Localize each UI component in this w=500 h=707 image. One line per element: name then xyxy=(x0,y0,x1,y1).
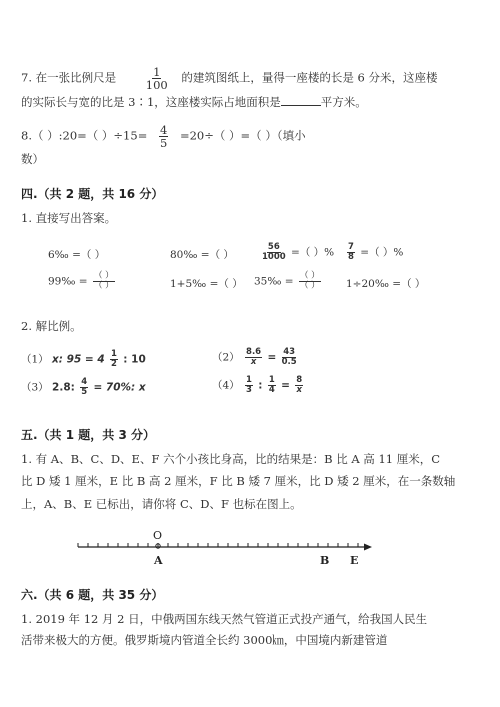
q4-1-r2c2: 1+5‰ =（ ） xyxy=(170,278,243,290)
section-5-title: 五.（共 1 题，共 3 分） xyxy=(21,428,155,442)
q4-2-p4: （4） $\frac{1}{3}$ : $\frac{1}{4}$ = $\frac{8}{x}$ xyxy=(212,375,303,395)
q4-1-r1c4-fraction xyxy=(347,243,355,262)
q4-2-p1-numerator: 1 xyxy=(111,349,117,359)
q8-fraction-denominator: 5 xyxy=(160,136,168,151)
q4-1-r2c1-head: 99‰ = xyxy=(48,275,88,288)
number-line-origin-label: O xyxy=(153,529,163,542)
number-line-label-e: E xyxy=(350,554,359,567)
q4-2-p3-tail: = 70%: x xyxy=(93,381,146,394)
q4-2-p3-denominator: 5 xyxy=(81,386,88,397)
q8-line1 xyxy=(21,124,306,149)
q4-2-p4-label: （4） xyxy=(212,379,240,392)
q4-1-r2c1-numerator: （ ） xyxy=(93,271,114,281)
q5-1-line1: 1. 有 A、B、C、D、E、F 六个小孩比身高，比的结果是：B 比 A 高 11 厘米，C xyxy=(21,452,441,466)
q8-line2: 数） xyxy=(21,152,44,166)
q4-2-p4-fraction-3 xyxy=(295,376,303,395)
q8-fraction-numerator: 4 xyxy=(160,123,168,137)
q4-1-r1c4-denominator: 8 xyxy=(348,251,354,262)
q4-1-r1c2: 80‰ =（ ） xyxy=(170,249,234,261)
q4-2-p2-denominator-1: x xyxy=(250,356,257,367)
q8-text-b: =20÷（ ）=（ ）（填小 xyxy=(179,128,306,143)
q4-1-r1c3-denominator: 1000 xyxy=(262,251,286,262)
q7-line1 xyxy=(21,66,438,91)
q4-1-r1c4 xyxy=(345,243,403,262)
q4-1-r1c4-tail: =（ ）% xyxy=(360,246,404,259)
q4-2-p3-fraction xyxy=(80,378,88,397)
q4-1-r1c3-fraction xyxy=(262,243,286,262)
q4-2-p1-label: （1） xyxy=(21,353,49,366)
q4-2-p4-numerator-3: 8 xyxy=(296,375,303,385)
q4-2-p4-denominator-3: x xyxy=(296,384,302,395)
q4-1-r2c1-fraction xyxy=(93,272,115,291)
q4-2-p1-expr: x: 95 = 4 xyxy=(52,353,105,366)
section-4-title: 四.（共 2 题，共 16 分） xyxy=(21,187,164,201)
q5-1-line3: 上，A、B、E 已标出，请你将 C、D、F 也标在图上。 xyxy=(21,497,302,511)
q4-2-p4-numerator-2: 1 xyxy=(268,375,275,385)
q4-2-p2-fraction-2 xyxy=(282,348,297,367)
q4-1-r2c3-fraction xyxy=(299,272,321,291)
q4-2-p1-fraction xyxy=(110,350,118,369)
q7-answer-blank[interactable] xyxy=(281,94,321,106)
q4-2-p4-fraction-2 xyxy=(268,376,276,395)
q4-2-title: 2. 解比例。 xyxy=(21,319,82,333)
q7-line2 xyxy=(21,94,367,110)
q4-2-p3-numerator: 4 xyxy=(81,377,88,387)
q4-2-p3 xyxy=(21,378,146,397)
q4-2-p2-label: （2） xyxy=(212,351,240,364)
q4-2-p4-denominator-2: 4 xyxy=(268,384,275,395)
q4-1-r2c4: 1÷20‰ =（ ） xyxy=(346,278,426,290)
q4-1-r1c3 xyxy=(260,243,334,262)
number-line-label-b: B xyxy=(320,554,330,567)
q7-scale-fraction xyxy=(146,66,168,91)
q4-2-p2-numerator-2: 43 xyxy=(283,347,296,357)
q8-text-a: 8.（ ）:20=（ ）÷15= xyxy=(21,128,148,143)
q6-1-line2: 活带来极大的方便。俄罗斯境内管道全长约 3000㎞，中国境内新建管道 xyxy=(21,633,388,647)
q4-1-r1c4-numerator: 7 xyxy=(348,242,354,252)
q4-1-r2c1-denominator: （ ） xyxy=(93,280,114,291)
q4-2-p4-denominator-1: 3 xyxy=(246,384,252,395)
q4-2-p2-denominator-2: 0.5 xyxy=(281,356,297,367)
q4-1-r1c3-numerator: 56 xyxy=(267,242,280,252)
q4-1-r2c3-numerator: （ ） xyxy=(299,271,320,281)
q8-fraction xyxy=(159,124,168,149)
q4-2-p4-fraction-1 xyxy=(245,376,253,395)
q4-1-r2c1 xyxy=(48,272,117,291)
q4-2-p4-numerator-1: 1 xyxy=(246,375,252,385)
number-line-arrow-icon xyxy=(364,544,372,551)
q5-1-line2: 比 D 矮 1 厘米，E 比 B 高 2 厘米，F 比 B 矮 7 厘米，比 D 矮 2 厘米，在一条数轴 xyxy=(21,474,456,488)
q4-2-p2: （2） $\frac{8.6}{x}$ = $\frac{43}{0.5}$ xyxy=(212,347,297,367)
q4-2-p1-denominator: 2 xyxy=(111,358,117,369)
q7-text-b: 的建筑图纸上，量得一座楼的长是 6 分米，这座楼 xyxy=(181,70,438,85)
q4-1-r2c3-head: 35‰ = xyxy=(254,275,294,288)
q4-1-r1c1: 6‰ =（ ） xyxy=(48,249,106,261)
q4-1-r2c3 xyxy=(254,272,323,291)
q7-text-d: 平方米。 xyxy=(320,95,367,109)
q4-1-r1c3-tail: =（ ）% xyxy=(291,246,335,259)
number-line-label-a: A xyxy=(154,554,163,567)
q4-2-p1-tail: : 10 xyxy=(123,353,146,366)
q4-1-r2c3-denominator: （ ） xyxy=(299,280,320,291)
q4-2-p3-label: （3） xyxy=(21,381,49,394)
q4-2-p1 xyxy=(21,350,146,369)
q4-2-p2-fraction-1 xyxy=(245,348,262,367)
q7-text-c: 的实际长与宽的比是 3∶1，这座楼实际占地面积是 xyxy=(21,95,281,109)
q7-scale-denominator: 100 xyxy=(145,78,168,93)
q6-1-line1: 1. 2019 年 12 月 2 日，中俄两国东线天然气管道正式投产通气，给我国人民生 xyxy=(21,612,428,626)
q4-2-p2-numerator-1: 8.6 xyxy=(246,347,262,357)
section-6-title: 六.（共 6 题，共 35 分） xyxy=(21,588,164,602)
q4-1-title: 1. 直接写出答案。 xyxy=(21,211,117,225)
number-line xyxy=(0,525,500,570)
q4-2-p3-expr: 2.8: xyxy=(52,381,75,394)
q7-text-a: 7. 在一张比例尺是 xyxy=(21,70,117,85)
q7-scale-numerator: 1 xyxy=(153,65,161,79)
